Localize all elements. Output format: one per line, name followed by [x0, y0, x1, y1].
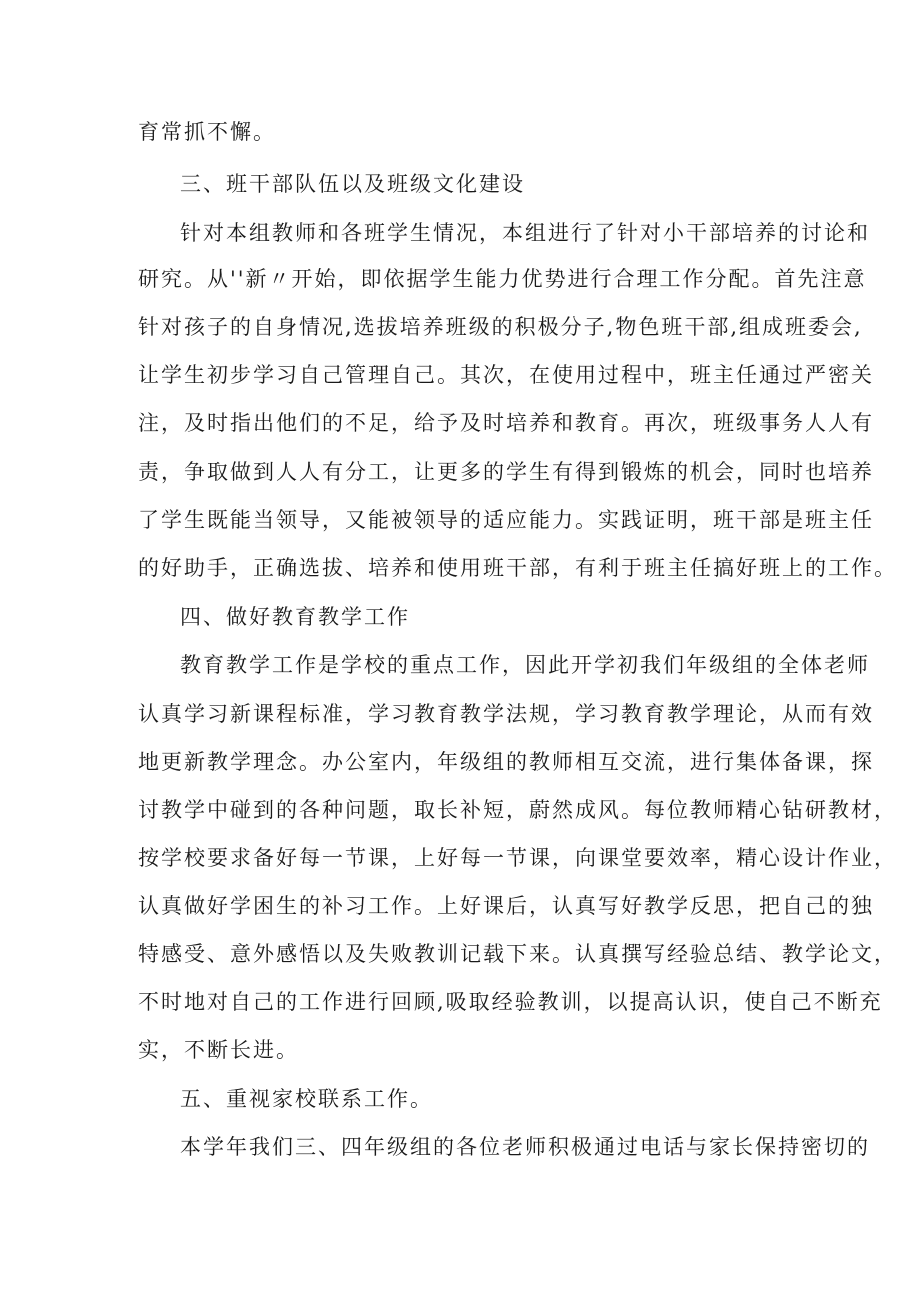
section-heading: 五、重视家校联系工作。 [180, 1087, 433, 1111]
paragraph-line: 认真学习新课程标准，学习教育教学法规，学习教育教学理论，从而有效 [138, 702, 874, 726]
paragraph-line: 研究。从''新〃开始，即依据学生能力优势进行合理工作分配。首先注意 [138, 267, 867, 291]
paragraph-line: 针对孩子的自身情况,选拔培养班级的积极分子,物色班干部,组成班委会, [138, 315, 863, 339]
paragraph-line: 教育教学工作是学校的重点工作，因此开学初我们年级组的全体老师 [180, 653, 870, 677]
paragraph-line: 认真做好学困生的补习工作。上好课后，认真写好教学反思，把自己的独 [138, 894, 874, 918]
paragraph-line: 的好助手，正确选拔、培养和使用班干部，有利于班主任搞好班上的工作。 [138, 556, 897, 580]
paragraph-line: 讨教学中碰到的各种问题，取长补短，蔚然成风。每位教师精心钻研教材， [138, 798, 897, 822]
paragraph-line: 让学生初步学习自己管理自己。其次，在使用过程中，班主任通过严密关 [138, 363, 874, 387]
paragraph-line: 按学校要求备好每一节课，上好每一节课，向课堂要效率，精心设计作业， [138, 846, 897, 870]
paragraph-line: 了学生既能当领导，又能被领导的适应能力。实践证明，班干部是班主任 [138, 508, 874, 532]
paragraph-line: 特感受、意外感悟以及失败教训记载下来。认真撰写经验总结、教学论文， [138, 942, 897, 966]
paragraph-line: 注，及时指出他们的不足，给予及时培养和教育。再次，班级事务人人有 [138, 411, 874, 435]
section-heading: 三、班干部队伍以及班级文化建设 [180, 172, 525, 196]
paragraph-line: 不时地对自己的工作进行回顾,吸取经验教训，以提高认识，使自己不断充 [138, 990, 883, 1014]
paragraph-line: 地更新教学理念。办公室内，年级组的教师相互交流，进行集体备课，探 [138, 750, 874, 774]
paragraph-line: 针对本组教师和各班学生情况，本组进行了针对小干部培养的讨论和 [180, 221, 870, 245]
paragraph-line: 本学年我们三、四年级组的各位老师积极通过电话与家长保持密切的 [180, 1135, 870, 1159]
paragraph-line: 育常抓不懈。 [138, 120, 276, 144]
paragraph-line: 实，不断长进。 [138, 1038, 299, 1062]
paragraph-line: 责，争取做到人人有分工，让更多的学生有得到锻炼的机会，同时也培养 [138, 460, 874, 484]
section-heading: 四、做好教育教学工作 [180, 605, 410, 629]
